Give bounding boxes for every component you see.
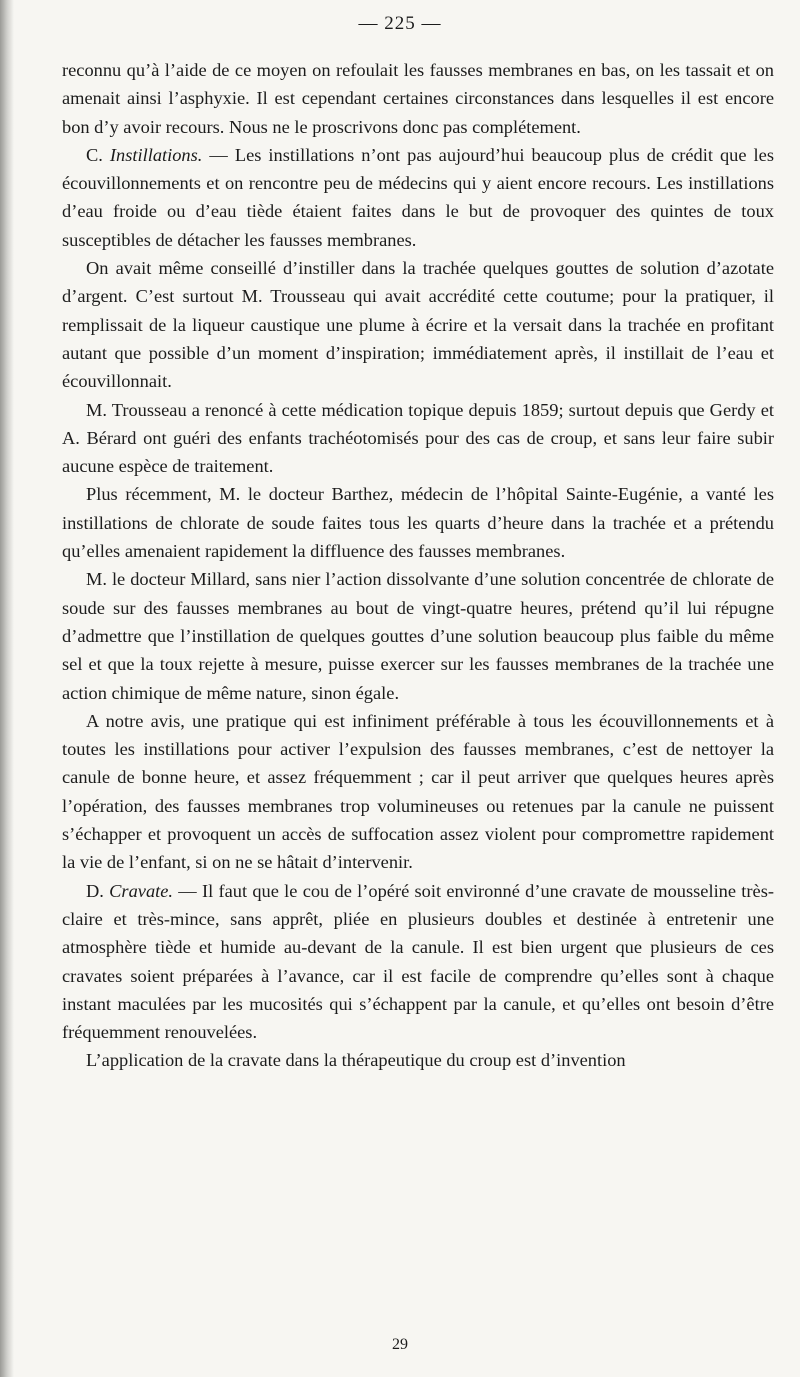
section-c-heading: Instillations. [109, 144, 203, 165]
paragraph-4-text: M. Trousseau a renoncé à cette médication topique depuis 1859; surtout depuis que Gerdy et A. Bérard ont guéri des enfants trachéotomisés pour des cas de croup, et sans leur faire subir aucune espèce de traitement. [62, 399, 774, 477]
paragraph-6-text: M. le docteur Millard, sans nier l’action dissolvante d’une solution concentrée de chlorate de soude sur des fausses membranes au bout de vingt-quatre heures, prétend qu’il lui répugne d’admettre que l’instillation de quelques gouttes d’une solution beaucoup plus faible du même sel et que la toux rejette à mesure, puisse exercer sur les fausses membranes de la trachée une action chimique de même nature, sinon égale. [62, 569, 774, 703]
paragraph-9 [62, 1046, 774, 1074]
paragraph-2 [62, 141, 774, 254]
paragraph-2-text: — Les instillations n’ont pas aujourd’hui beaucoup plus de crédit que les écouvillonnements et on rencontre peu de médecins qui y aient encore recours. Les instillations d’eau froide ou d’eau tiède étaient faites dans le but de provoquer des quintes de toux susceptibles de détacher les fausses membranes. [62, 144, 774, 250]
body-text [62, 56, 774, 1075]
paragraph-1 [62, 56, 774, 141]
paragraph-3 [62, 254, 774, 395]
paragraph-8-text: — Il faut que le cou de l’opéré soit environné d’une cravate de mousseline très-claire et très-mince, sans apprêt, pliée en plusieurs doubles et destinée à entretenir une atmosphère tiède et humide au-devant de la canule. Il est bien urgent que plusieurs de ces cravates soient préparées à l’avance, car il est facile de comprendre qu’elles sont à chaque instant maculées par les mucosités qui s’échappent par la canule, et qu’elles ont besoin d’être fréquemment renouvelées. [62, 880, 774, 1043]
paragraph-7 [62, 707, 774, 877]
signature-mark: 29 [392, 1336, 408, 1353]
paragraph-1-text: reconnu qu’à l’aide de ce moyen on refoulait les fausses membranes en bas, on les tassait et on amenait ainsi l’asphyxie. Il est cependant certaines circonstances dans lesquelles il est encore bon d’y avoir recours. Nous ne le proscrivons donc pas complétement. [62, 60, 774, 137]
section-d-letter: D. [86, 880, 110, 901]
paragraph-5 [62, 480, 774, 565]
page-binding-shadow [0, 0, 14, 1377]
paragraph-4 [62, 396, 774, 481]
paragraph-6 [62, 565, 774, 706]
paragraph-8 [62, 877, 774, 1047]
section-d-heading: Cravate. [109, 880, 174, 901]
section-c-letter: C. [86, 144, 110, 165]
page-number: — 225 — [358, 13, 442, 34]
paragraph-5-text: Plus récemment, M. le docteur Barthez, médecin de l’hôpital Sainte-Eugénie, a vanté les instillations de chlorate de soude faites tous les quarts d’heure dans la trachée et a prétendu qu’elles amenaient rapidement la diffluence des fausses membranes. [62, 484, 774, 562]
paragraph-9-text: L’application de la cravate dans la thérapeutique du croup est d’invention [86, 1050, 626, 1071]
paragraph-7-text: A notre avis, une pratique qui est infiniment préférable à tous les écouvillonnements et à toutes les instillations pour activer l’expulsion des fausses membranes, c’est de nettoyer la canule de bonne heure, et assez fréquemment ; car il peut arriver que quelques heures après l’opération, des fausses membranes trop volumineuses ou retenues par la canule ne puissent s’échapper et provoquent un accès de suffocation assez violent pour compromettre rapidement la vie de l’enfant, si on ne se hâtait d’intervenir. [62, 710, 774, 873]
paragraph-3-text: On avait même conseillé d’instiller dans la trachée quelques gouttes de solution d’azotate d’argent. C’est surtout M. Trousseau qui avait accrédité cette coutume; pour la pratiquer, il remplissait de la liqueur caustique une plume à écrire et la versait dans la trachée en profitant autant que possible d’un moment d’inspiration; immédiatement après, il instillait de l’eau et écouvillonnait. [62, 258, 774, 392]
